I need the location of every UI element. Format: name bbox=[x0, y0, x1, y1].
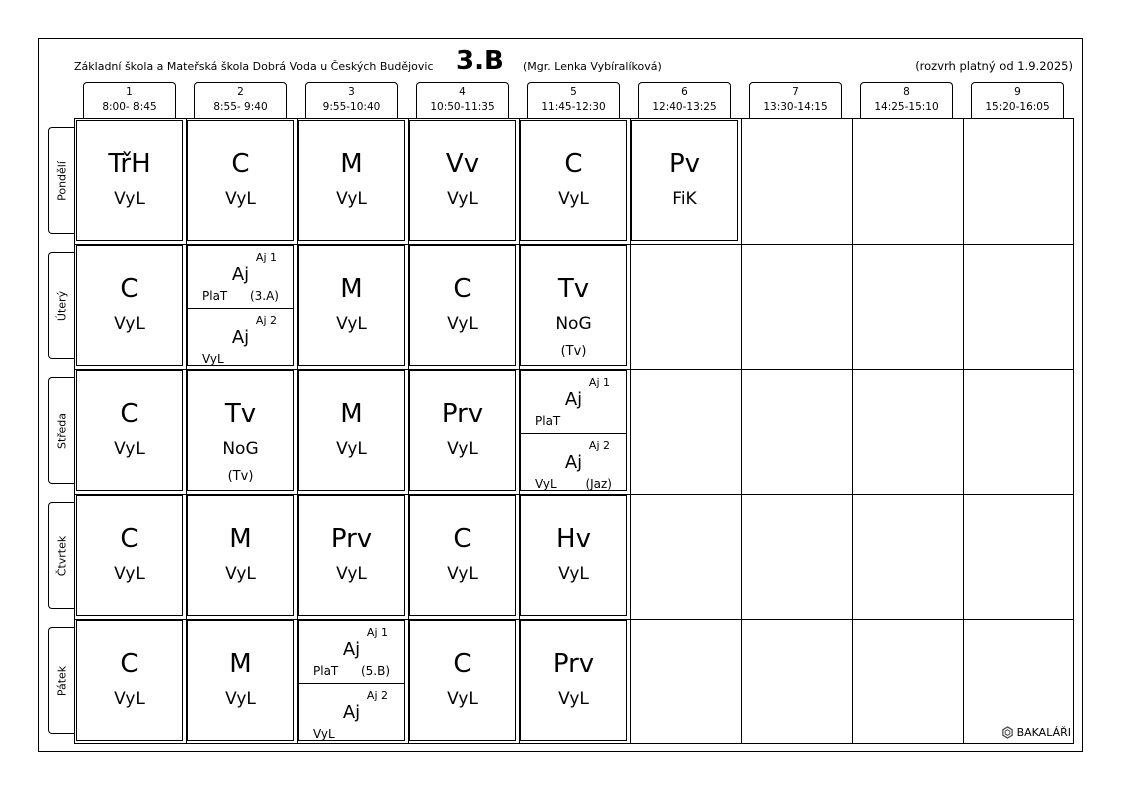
lesson-cell bbox=[520, 120, 627, 241]
subject: M bbox=[340, 274, 363, 304]
teacher: VyL bbox=[336, 564, 367, 584]
teacher: VyL bbox=[447, 439, 478, 459]
period-number: 9 bbox=[1014, 86, 1021, 98]
period-number: 5 bbox=[570, 86, 577, 98]
day-name: Úterý bbox=[55, 290, 68, 321]
period-header bbox=[860, 82, 953, 118]
period-time: 9:55-10:40 bbox=[322, 101, 381, 113]
teacher: NoG bbox=[555, 314, 592, 334]
teacher: VyL bbox=[225, 564, 256, 584]
period-header bbox=[527, 82, 620, 118]
teacher: VyL bbox=[313, 727, 335, 741]
bakalari-logo bbox=[1001, 726, 1071, 739]
lesson-cell bbox=[631, 120, 738, 241]
group-label: Aj 1 bbox=[366, 626, 388, 639]
lesson-group bbox=[521, 371, 626, 433]
teacher: PlaT bbox=[313, 664, 339, 678]
group-label: Aj 2 bbox=[588, 439, 610, 452]
teacher: VyL bbox=[336, 314, 367, 334]
day-label bbox=[48, 502, 74, 609]
teacher: VyL bbox=[114, 564, 145, 584]
subject: M bbox=[340, 399, 363, 429]
teacher: NoG bbox=[222, 439, 259, 459]
grid-column-line bbox=[741, 119, 742, 743]
subject: Prv bbox=[552, 649, 595, 679]
period-time: 10:50-11:35 bbox=[430, 101, 495, 113]
lesson-cell bbox=[187, 620, 294, 741]
group-label: Aj 1 bbox=[255, 251, 277, 264]
group-label: Aj 2 bbox=[366, 689, 388, 702]
day-label bbox=[48, 377, 74, 484]
lesson-cell bbox=[520, 245, 627, 366]
subject: Aj bbox=[231, 264, 250, 285]
day-name: Pátek bbox=[55, 665, 68, 696]
teacher: VyL bbox=[447, 564, 478, 584]
lesson-group bbox=[299, 621, 404, 683]
lesson-cell bbox=[520, 495, 627, 616]
day-name: Čtvrtek bbox=[55, 535, 68, 576]
subject: Aj bbox=[342, 639, 361, 660]
subject: C bbox=[564, 149, 583, 179]
period-time: 8:00- 8:45 bbox=[102, 101, 157, 113]
lesson-cell bbox=[76, 370, 183, 491]
lesson-cell bbox=[409, 245, 516, 366]
teacher: VyL bbox=[114, 439, 145, 459]
lesson-cell bbox=[409, 620, 516, 741]
subject: C bbox=[453, 274, 472, 304]
lesson-cell bbox=[187, 495, 294, 616]
lesson-cell bbox=[298, 245, 405, 366]
lesson-cell bbox=[409, 370, 516, 491]
period-time: 14:25-15:10 bbox=[874, 101, 939, 113]
subject: C bbox=[120, 274, 139, 304]
period-header bbox=[749, 82, 842, 118]
period-header bbox=[971, 82, 1064, 118]
day-label bbox=[48, 627, 74, 734]
subject: Aj bbox=[342, 702, 361, 723]
grid-column-line bbox=[963, 119, 964, 743]
lesson-cell bbox=[187, 120, 294, 241]
lesson-cell bbox=[298, 120, 405, 241]
lesson-cell-split bbox=[298, 620, 405, 741]
lesson-group bbox=[521, 433, 626, 496]
teacher: VyL bbox=[225, 189, 256, 209]
period-number: 1 bbox=[126, 86, 133, 98]
day-label bbox=[48, 252, 74, 359]
teacher: VyL bbox=[447, 689, 478, 709]
lesson-cell bbox=[298, 370, 405, 491]
subject: C bbox=[120, 399, 139, 429]
period-time: 13:30-14:15 bbox=[763, 101, 828, 113]
room: (Tv) bbox=[560, 344, 587, 359]
period-header bbox=[416, 82, 509, 118]
subject: M bbox=[229, 649, 252, 679]
period-time: 8:55- 9:40 bbox=[213, 101, 268, 113]
teacher: VyL bbox=[114, 314, 145, 334]
teacher: VyL bbox=[447, 314, 478, 334]
day-label bbox=[48, 127, 74, 234]
teacher: VyL bbox=[558, 689, 589, 709]
class-name: 3.B bbox=[456, 46, 504, 76]
subject: C bbox=[453, 524, 472, 554]
lesson-cell bbox=[76, 120, 183, 241]
lesson-cell bbox=[298, 495, 405, 616]
teacher: FiK bbox=[672, 189, 697, 209]
lesson-cell bbox=[409, 120, 516, 241]
lesson-cell bbox=[76, 245, 183, 366]
teacher: VyL bbox=[336, 439, 367, 459]
teacher: PlaT bbox=[535, 414, 561, 428]
lesson-cell-split bbox=[187, 245, 294, 366]
teacher: VyL bbox=[558, 189, 589, 209]
subject: Vv bbox=[445, 149, 480, 179]
lesson-group bbox=[188, 308, 293, 371]
gear-icon bbox=[1001, 726, 1014, 739]
school-name: Základní škola a Mateřská škola Dobrá Voda u Českých Budějovic bbox=[74, 60, 434, 73]
subject: Aj bbox=[231, 327, 250, 348]
teacher: VyL bbox=[535, 477, 557, 491]
room: (Jaz) bbox=[585, 477, 612, 491]
subject: TřH bbox=[108, 149, 151, 179]
lesson-group bbox=[299, 683, 404, 746]
subject: C bbox=[120, 649, 139, 679]
subject: Pv bbox=[668, 149, 701, 179]
subject: Tv bbox=[224, 399, 257, 429]
period-number: 8 bbox=[903, 86, 910, 98]
day-name: Pondělí bbox=[55, 160, 68, 201]
period-time: 15:20-16:05 bbox=[985, 101, 1050, 113]
period-time: 11:45-12:30 bbox=[541, 101, 606, 113]
lesson-group bbox=[188, 246, 293, 308]
subject: Hv bbox=[556, 524, 591, 554]
subject: C bbox=[231, 149, 250, 179]
subject: Prv bbox=[330, 524, 373, 554]
validity-note: (rozvrh platný od 1.9.2025) bbox=[915, 59, 1073, 73]
subject: Aj bbox=[564, 389, 583, 410]
period-number: 6 bbox=[681, 86, 688, 98]
period-header bbox=[638, 82, 731, 118]
period-number: 4 bbox=[459, 86, 466, 98]
subject: Prv bbox=[441, 399, 484, 429]
subject: M bbox=[229, 524, 252, 554]
lesson-cell bbox=[76, 495, 183, 616]
period-header bbox=[305, 82, 398, 118]
teacher: VyL bbox=[114, 189, 145, 209]
teacher: VyL bbox=[558, 564, 589, 584]
teacher: VyL bbox=[114, 689, 145, 709]
day-name: Středa bbox=[55, 412, 68, 449]
grid-column-line bbox=[852, 119, 853, 743]
room: (5.B) bbox=[360, 664, 390, 678]
period-header bbox=[83, 82, 176, 118]
room: (3.A) bbox=[249, 289, 279, 303]
lesson-cell bbox=[187, 370, 294, 491]
period-header bbox=[194, 82, 287, 118]
teacher: VyL bbox=[447, 189, 478, 209]
period-number: 3 bbox=[348, 86, 355, 98]
lesson-cell-split bbox=[520, 370, 627, 491]
teacher: PlaT bbox=[202, 289, 228, 303]
group-label: Aj 2 bbox=[255, 314, 277, 327]
teacher: VyL bbox=[202, 352, 224, 366]
subject: C bbox=[120, 524, 139, 554]
subject: C bbox=[453, 649, 472, 679]
lesson-cell bbox=[520, 620, 627, 741]
period-number: 7 bbox=[792, 86, 799, 98]
period-number: 2 bbox=[237, 86, 244, 98]
subject: M bbox=[340, 149, 363, 179]
teacher: VyL bbox=[225, 689, 256, 709]
teacher: VyL bbox=[336, 189, 367, 209]
lesson-cell bbox=[409, 495, 516, 616]
subject: Tv bbox=[557, 274, 590, 304]
room: (Tv) bbox=[227, 469, 254, 484]
logo-text: BAKALÁŘI bbox=[1016, 726, 1071, 739]
lesson-cell bbox=[76, 620, 183, 741]
group-label: Aj 1 bbox=[588, 376, 610, 389]
subject: Aj bbox=[564, 452, 583, 473]
period-time: 12:40-13:25 bbox=[652, 101, 717, 113]
class-teacher: (Mgr. Lenka Vybíralíková) bbox=[523, 60, 662, 73]
